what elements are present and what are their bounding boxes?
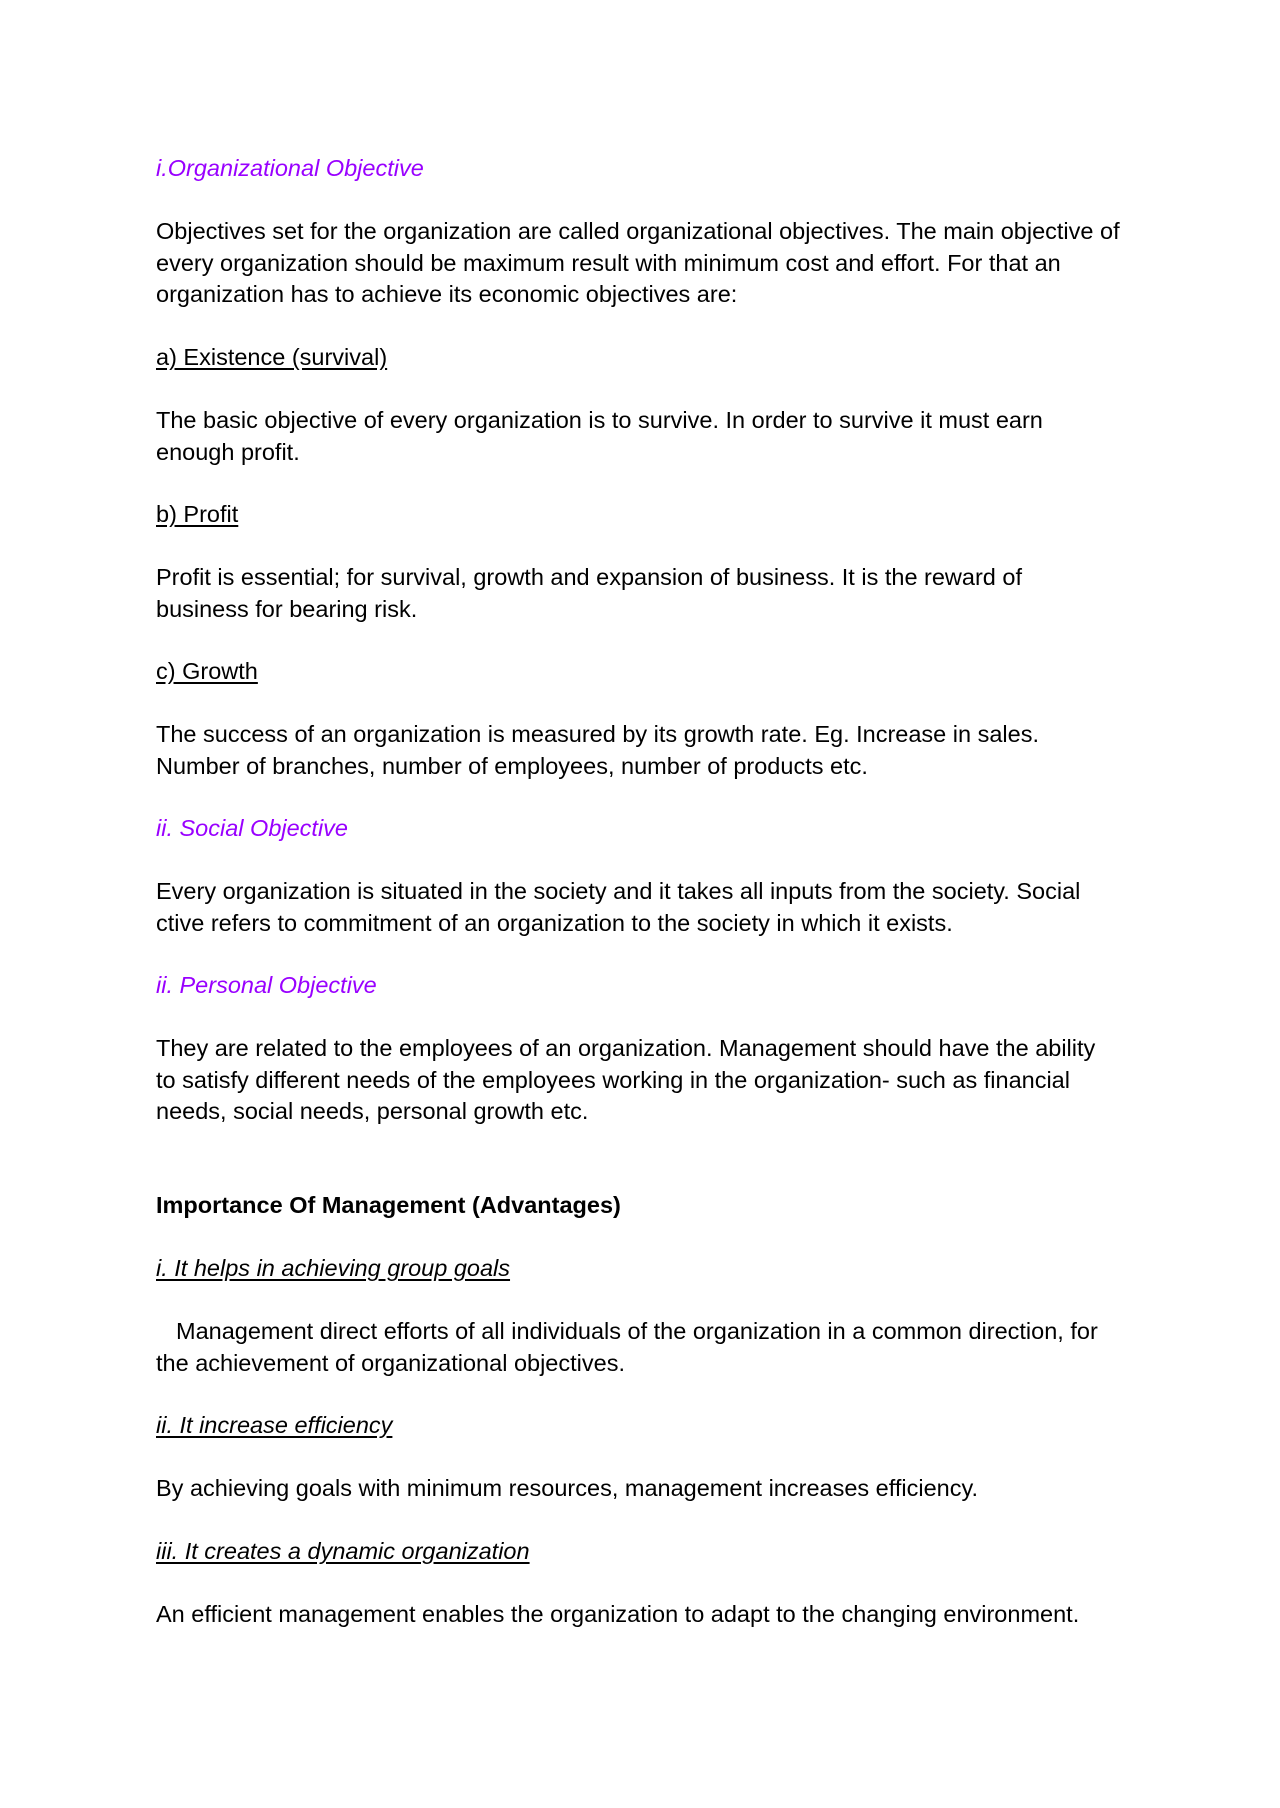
efficiency-paragraph: By achieving goals with minimum resources, management increases efficiency. bbox=[156, 1475, 978, 1501]
growth-heading: c) Growth bbox=[156, 658, 258, 684]
importance-heading: Importance Of Management (Advantages) bbox=[156, 1192, 621, 1218]
dynamic-organization-heading: iii. It creates a dynamic organization bbox=[156, 1538, 530, 1564]
social-objective-paragraph: Every organization is situated in the society and it takes all inputs from the society. Social ctive refers to commitment of an organization to the society in which it exists. bbox=[156, 878, 1081, 936]
social-objective-heading: ii. Social Objective bbox=[156, 815, 348, 841]
group-goals-paragraph: Management direct efforts of all individuals of the organization in a common direction, for the achievement of organizational objectives. bbox=[156, 1318, 1098, 1376]
existence-paragraph: The basic objective of every organization is to survive. In order to survive it must earn enough profit. bbox=[156, 407, 1043, 465]
dynamic-organization-paragraph: An efficient management enables the organization to adapt to the changing environment. bbox=[156, 1601, 1080, 1627]
profit-paragraph: Profit is essential; for survival, growth and expansion of business. It is the reward of business for bearing risk. bbox=[156, 564, 1023, 622]
personal-objective-heading: ii. Personal Objective bbox=[156, 972, 377, 998]
growth-paragraph: The success of an organization is measured by its growth rate. Eg. Increase in sales. Number of branches, number of employees, number of products etc. bbox=[156, 721, 1039, 779]
organizational-objective-heading: i.Organizational Objective bbox=[156, 155, 424, 181]
existence-heading: a) Existence (survival) bbox=[156, 344, 388, 370]
efficiency-heading: ii. It increase efficiency bbox=[156, 1412, 393, 1438]
organizational-objective-paragraph: Objectives set for the organization are called organizational objectives. The main objective of every organization should be maximum result with minimum cost and effort. For that an organization has to achieve its economic objectives are: bbox=[156, 218, 1120, 307]
profit-heading: b) Profit bbox=[156, 501, 239, 527]
personal-objective-paragraph: They are related to the employees of an organization. Management should have the ability to satisfy different needs of the employees working in the organization- such as financial needs, social needs, personal growth etc. bbox=[156, 1035, 1096, 1124]
group-goals-heading: i. It helps in achieving group goals bbox=[156, 1255, 511, 1281]
